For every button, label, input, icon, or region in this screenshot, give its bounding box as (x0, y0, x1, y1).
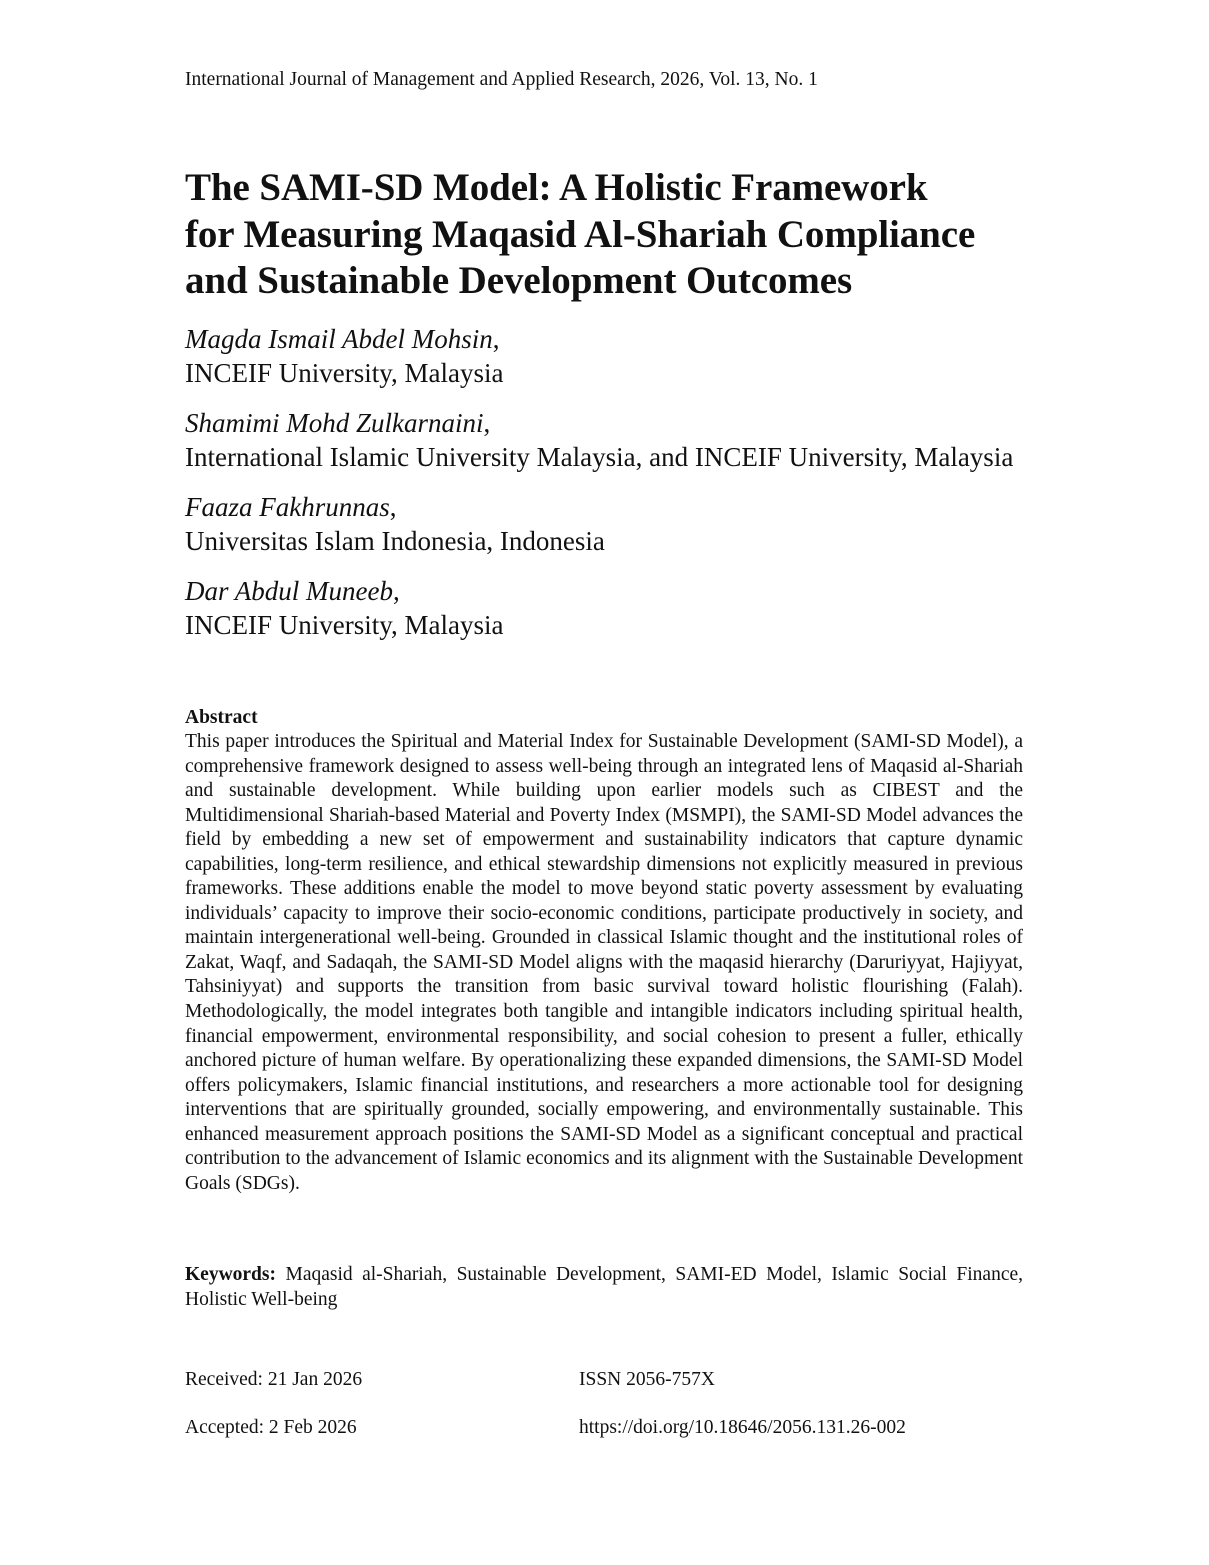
abstract-heading: Abstract (185, 707, 258, 728)
keywords-label: Keywords: (185, 1264, 276, 1285)
title-line: and Sustainable Development Outcomes (185, 259, 853, 302)
author-affiliation: Universitas Islam Indonesia, Indonesia (185, 526, 605, 556)
issn-number: ISSN 2056-757X (579, 1369, 715, 1390)
author-list (185, 322, 1023, 658)
author-name: Shamimi Mohd Zulkarnaini (185, 408, 484, 438)
journal-header: International Journal of Management and Applied Research, 2026, Vol. 13, No. 1 (185, 69, 818, 90)
abstract-body: This paper introduces the Spiritual and Material Index for Sustainable Development (SAMI-SD Model), a comprehensive framework designed to assess well-being through an integrated lens of Maqasid al-Shariah and sustainable development. While building upon earlier models such as CIBEST and the Multidimensional Shariah-based Material and Poverty Index (MSMPI), the SAMI-SD Model advances the field by embedding a new set of empowerment and sustainability indicators that capture dynamic capabilities, long-term resilience, and ethical stewardship dimensions not explicitly measured in previous frameworks. These additions enable the model to move beyond static poverty assessment by evaluating individuals’ capacity to improve their socio-economic conditions, participate productively in society, and maintain intergenerational well-being. Grounded in classical Islamic thought and the institutional roles of Zakat, Waqf, and Sadaqah, the SAMI-SD Model aligns with the maqasid hierarchy (Daruriyyat, Hajiyyat, Tahsiniyyat) and supports the transition from basic survival toward holistic flourishing (Falah). Methodologically, the model integrates both tangible and intangible indicators including spiritual health, financial empowerment, environmental responsibility, and social cohesion to present a fuller, ethically anchored picture of human welfare. By operationalizing these expanded dimensions, the SAMI-SD Model offers policymakers, Islamic financial institutions, and researchers a more actionable tool for designing interventions that are spiritually grounded, socially empowering, and environmentally sustainable. This enhanced measurement approach positions the SAMI-SD Model as a significant conceptual and practical contribution to the advancement of Islamic economics and its alignment with the Sustainable Development Goals (SDGs). (185, 731, 1023, 1194)
author-entry: Dar Abdul Muneeb, INCEIF University, Malaysia (185, 574, 1023, 642)
author-entry: Shamimi Mohd Zulkarnaini, International Islamic University Malaysia, and INCEIF University, Malaysia (185, 406, 1023, 474)
keywords-text: Maqasid al-Shariah, Sustainable Development, SAMI-ED Model, Islamic Social Finance, Holistic Well-being (185, 1264, 1024, 1310)
author-affiliation: International Islamic University Malaysia, and INCEIF University, Malaysia (185, 442, 1014, 472)
author-name: Faaza Fakhrunnas (185, 492, 390, 522)
keywords-section (185, 1263, 1023, 1312)
author-entry: Faaza Fakhrunnas, Universitas Islam Indonesia, Indonesia (185, 490, 1023, 558)
title-line: The SAMI-SD Model: A Holistic Framework (185, 166, 928, 209)
author-name: Dar Abdul Muneeb (185, 576, 393, 606)
doi-link[interactable]: https://doi.org/10.18646/2056.131.26-002 (579, 1417, 906, 1438)
received-date: Received: 21 Jan 2026 (185, 1369, 363, 1390)
author-entry: Magda Ismail Abdel Mohsin, INCEIF University, Malaysia (185, 322, 1023, 390)
article-title (185, 165, 1035, 305)
author-name: Magda Ismail Abdel Mohsin (185, 324, 493, 354)
author-affiliation: INCEIF University, Malaysia (185, 610, 504, 640)
abstract-section (185, 706, 1023, 1196)
title-line: for Measuring Maqasid Al-Shariah Compliance (185, 212, 976, 256)
author-affiliation: INCEIF University, Malaysia (185, 358, 504, 388)
accepted-date: Accepted: 2 Feb 2026 (185, 1417, 357, 1438)
